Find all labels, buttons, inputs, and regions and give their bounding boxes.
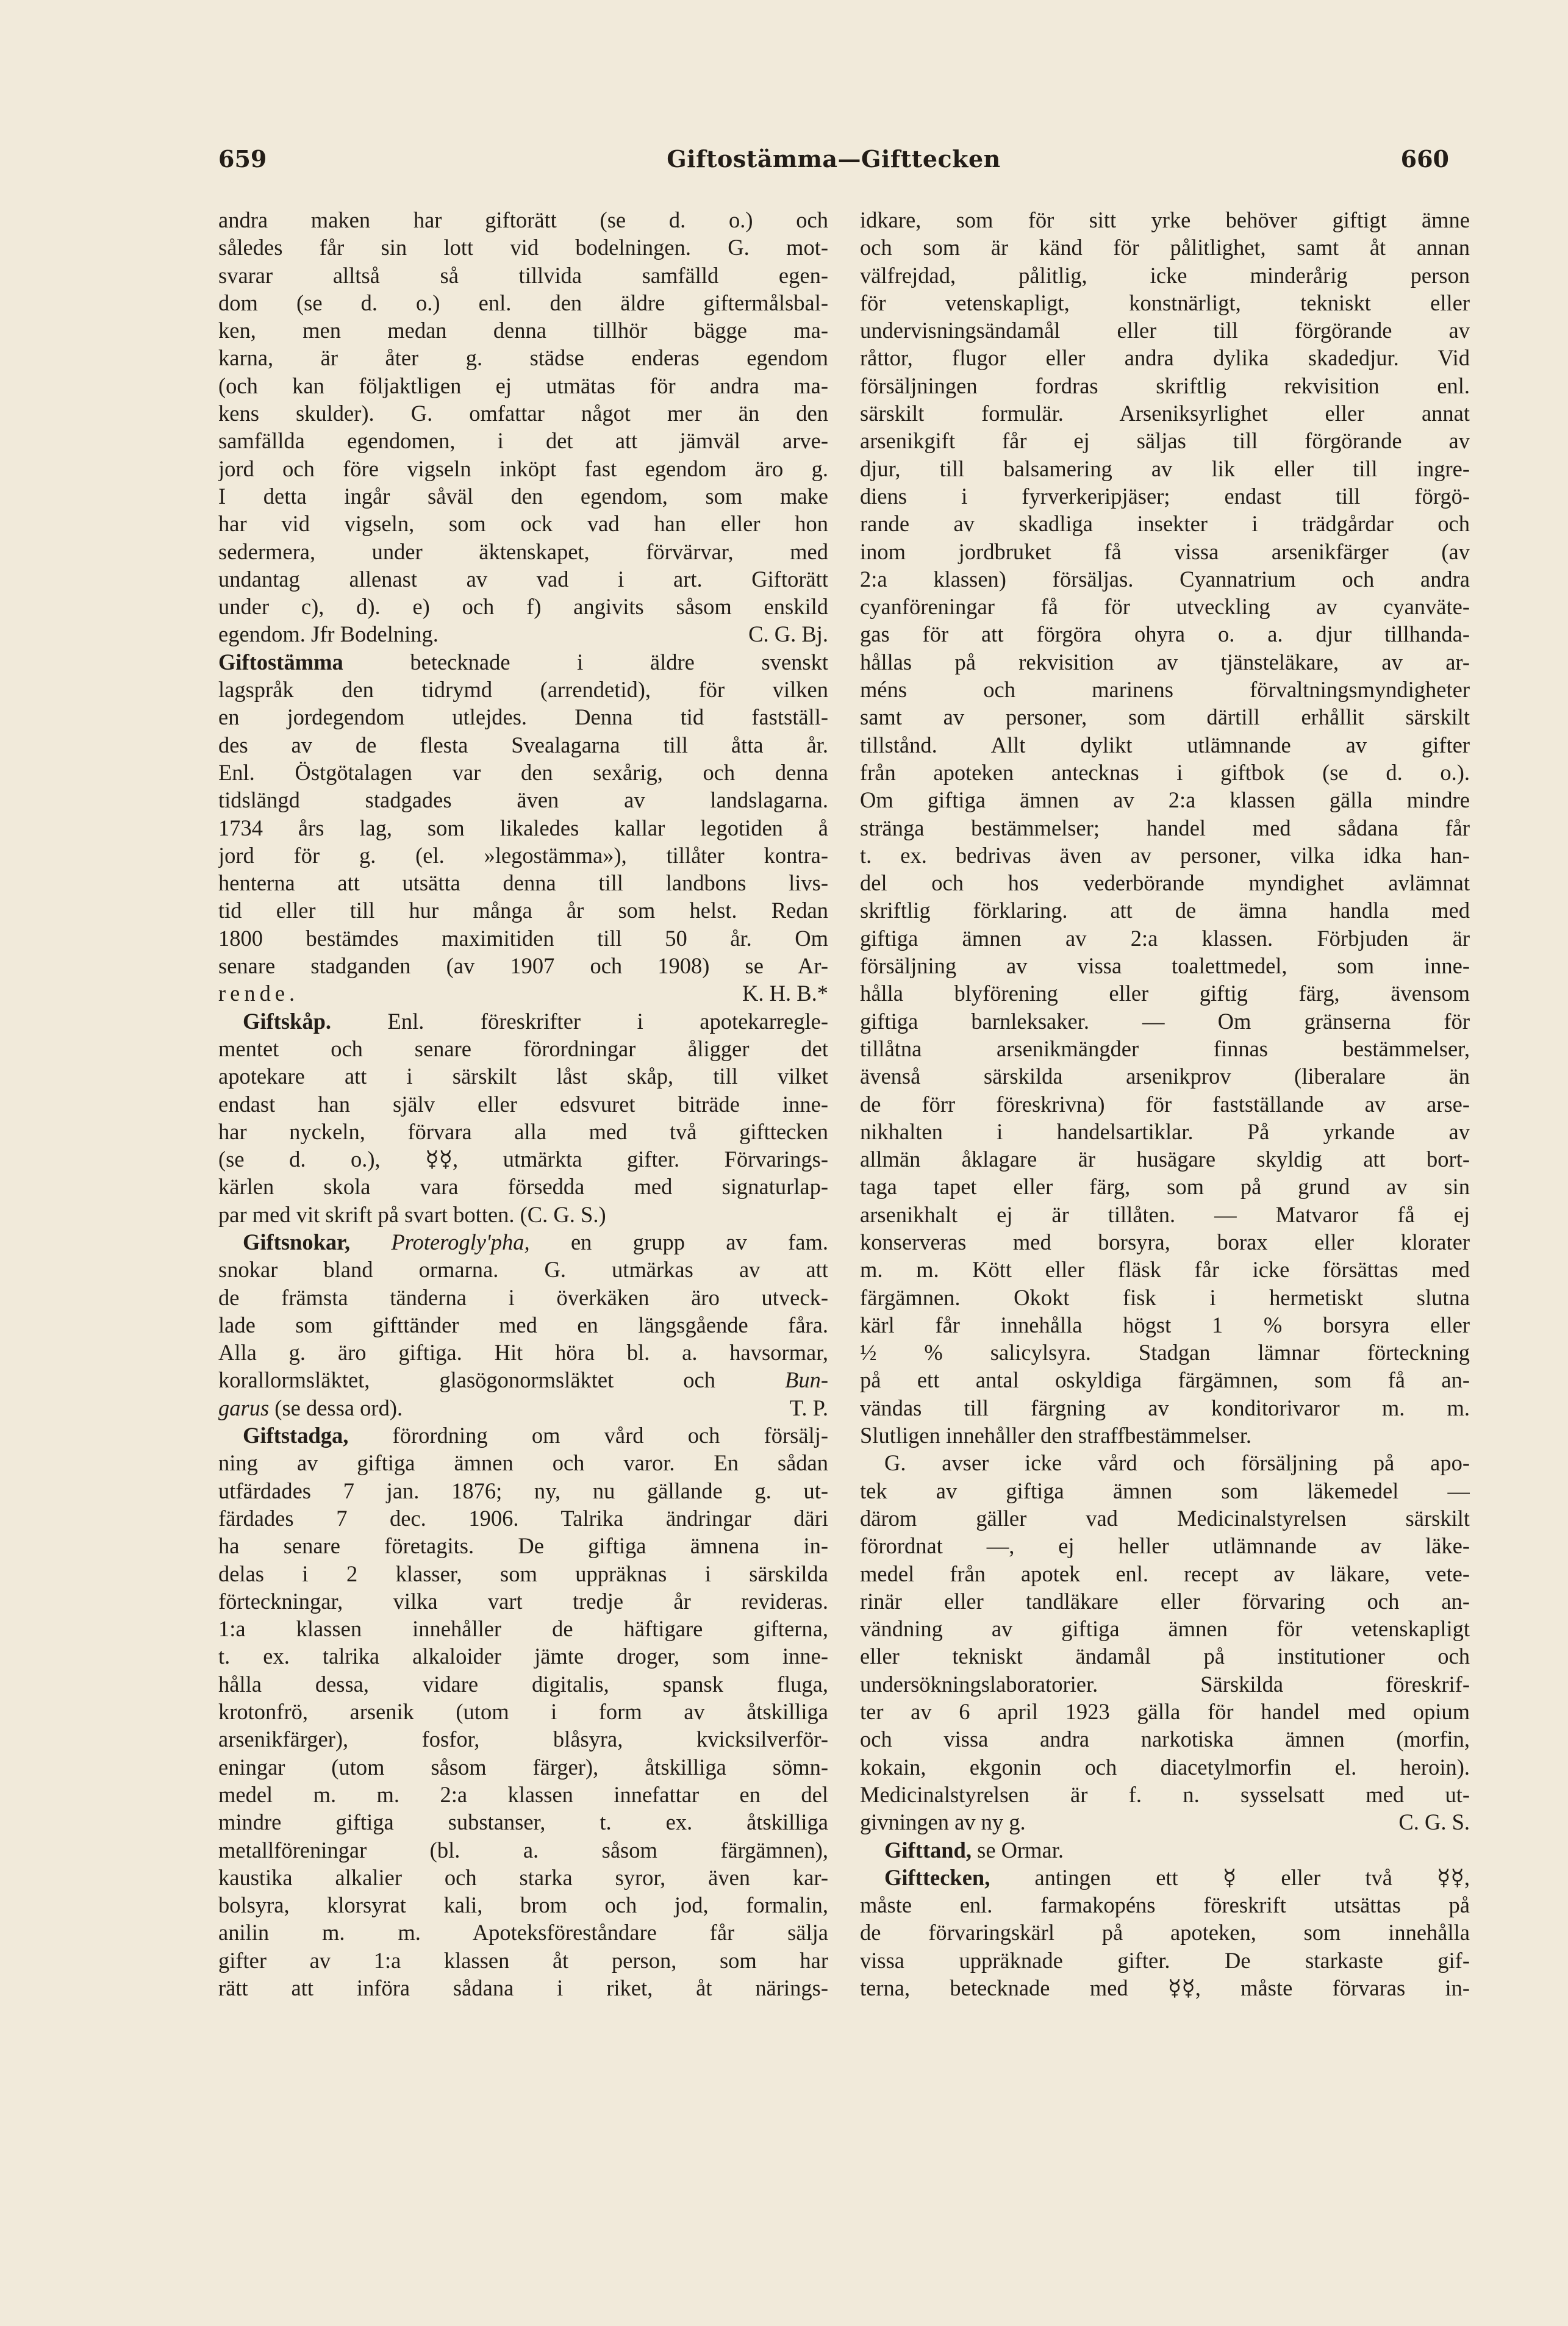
text-line: kens skulder). G. omfattar något mer än den <box>218 401 828 426</box>
text-line: har nyckeln, förvara alla med två gifttecken <box>218 1118 828 1144</box>
text-line <box>218 620 828 648</box>
page-header <box>218 145 1449 182</box>
text-line: tek av giftiga ämnen som läkemedel — <box>860 1478 1470 1503</box>
text-line: ning av giftiga ämnen och varor. En sådan <box>218 1450 828 1476</box>
text-line: från apoteken antecknas i giftbok (se d. o.). <box>860 759 1470 785</box>
line-text: egendom. Jfr Bodelning. <box>218 621 439 647</box>
entry-giftsnokar <box>218 1228 828 1256</box>
text-line: djur, till balsamering av lik eller till ingre- <box>860 456 1470 481</box>
text-line: delas i 2 klasser, som uppräknas i särskilda <box>218 1561 828 1586</box>
latin-name: Proteroglyʹpha, <box>391 1229 530 1254</box>
text-line: förordnat —, ej heller utlämnande av läke- <box>860 1533 1470 1559</box>
text-line: ha senare företagits. De giftiga ämnena in- <box>218 1533 828 1559</box>
headword: Giftstadga, <box>243 1423 349 1448</box>
text-line: på ett antal oskyldiga färgämnen, som få an- <box>860 1367 1470 1393</box>
text-line: endast han själv eller edsvuret biträde inne- <box>218 1091 828 1117</box>
text-line: idkare, som för sitt yrke behöver giftigt ämne <box>860 207 1470 232</box>
text-line: utfärdades 7 jan. 1876; ny, nu gällande g. ut- <box>218 1478 828 1503</box>
text-line: vändas till färgning av konditorivaror m. m. <box>860 1395 1470 1420</box>
text-line: senare stadganden (av 1907 och 1908) se Ar- <box>218 953 828 979</box>
text-line: Slutligen innehåller den straffbestämmelser. <box>860 1423 1251 1448</box>
text-line: anilin m. m. Apoteksföreståndare får sälja <box>218 1920 828 1945</box>
text-line: mindre giftiga substanser, t. ex. åtskilliga <box>218 1809 828 1835</box>
text-line: skriftlig förklaring. att de ämna handla med <box>860 898 1470 923</box>
text-line: nikhalten i handelsartiklar. På yrkande av <box>860 1118 1470 1144</box>
text-line: Medicinalstyrelsen är f. n. sysselsatt med ut- <box>860 1781 1470 1807</box>
text-line: har vid vigseln, som ock vad han eller hon <box>218 511 828 537</box>
text-line: metallföreningar (bl. a. såsom färgämnen), <box>218 1837 828 1863</box>
text-line: Om giftiga ämnen av 2:a klassen gälla mindre <box>860 787 1470 813</box>
line-text: betecknade i äldre svenskt <box>343 649 828 675</box>
entry-gifttecken <box>860 1864 1470 1891</box>
headword: Giftskåp. <box>243 1008 332 1034</box>
text-line: terna, betecknade med ☿☿, måste förvaras in- <box>860 1975 1470 2000</box>
text-line: par med vit skrift på svart botten. (C. G. S.) <box>218 1201 606 1227</box>
entry-giftskap <box>218 1007 828 1035</box>
text-line: andra maken har giftorätt (se d. o.) och <box>218 207 828 232</box>
text-line: Enl. Östgötalagen var den sexårig, och denna <box>218 759 828 785</box>
entry-gifttand <box>860 1836 1470 1864</box>
line-text: antingen ett ☿ eller två ☿☿, <box>990 1864 1470 1890</box>
text-line: 2:a klassen) försäljas. Cyannatrium och andra <box>860 566 1470 592</box>
right-column <box>860 206 1470 2002</box>
text-line <box>218 1394 828 1422</box>
text-line: lagspråk den tidrymd (arrendetid), för vilken <box>218 677 828 703</box>
text-line: (och kan följaktligen ej utmätas för andra ma- <box>218 373 828 398</box>
text-line: kärl får innehålla högst 1 % borsyra eller <box>860 1312 1470 1337</box>
text-line: t. ex. talrika alkaloider jämte droger, som inne- <box>218 1644 828 1669</box>
running-title: Giftostämma—Gifttecken <box>667 145 1001 173</box>
author-signature: K. H. B.* <box>742 981 828 1006</box>
text-line: således får sin lott vid bodelningen. G. mot- <box>218 235 828 260</box>
line-text: (se dessa ord). <box>269 1395 403 1420</box>
text-line <box>218 1366 828 1394</box>
text-line: arsenikhalt ej är tillåten. — Matvaror få ej <box>860 1201 1470 1227</box>
text-line: diens i fyrverkeripjäser; endast till förgö- <box>860 483 1470 509</box>
text-line: hålla dessa, vidare digitalis, spansk fluga, <box>218 1671 828 1697</box>
text-line: del och hos vederbörande myndighet avlämnat <box>860 870 1470 896</box>
text-line: förteckningar, vilka vart tredje år revideras. <box>218 1588 828 1614</box>
text-line: undantag allenast av vad i art. Giftorätt <box>218 566 828 592</box>
entry-giftostamma <box>218 648 828 676</box>
text-line: konserveras med borsyra, borax eller klorater <box>860 1229 1470 1254</box>
text-line: färdades 7 dec. 1906. Talrika ändringar däri <box>218 1505 828 1531</box>
text-line: mentet och senare förordningar åligger det <box>218 1036 828 1061</box>
text-line: ken, men medan denna tillhör bägge ma- <box>218 318 828 343</box>
text-line: medel m. m. 2:a klassen innefattar en del <box>218 1781 828 1807</box>
line-text: en grupp av fam. <box>529 1229 828 1254</box>
text-line: de förvaringskärl på apoteken, som innehålla <box>860 1920 1470 1945</box>
text-line: rinär eller tandläkare eller förvaring och an- <box>860 1588 1470 1614</box>
text-line: arsenikgift får ej säljas till förgörande av <box>860 428 1470 454</box>
entry-giftstadga <box>218 1422 828 1449</box>
text-line: tidslängd stadgades även av landslagarna. <box>218 787 828 813</box>
text-line: de främsta tänderna i överkäken äro utveck- <box>218 1284 828 1310</box>
text-line: giftiga barnleksaker. — Om gränserna för <box>860 1008 1470 1034</box>
text-line <box>860 1808 1470 1836</box>
text-line: försäljningen fordras skriftlig rekvisition enl. <box>860 373 1470 398</box>
text-line: tillåtna arsenikmängder finnas bestämmelser, <box>860 1036 1470 1061</box>
text-line: stränga bestämmelser; handel med sådana får <box>860 815 1470 840</box>
text-line: hållas på rekvisition av tjänsteläkare, av ar- <box>860 649 1470 675</box>
text-line: svarar alltså så tillvida samfälld egen- <box>218 262 828 288</box>
text-line: giftiga ämnen av 2:a klassen. Förbjuden är <box>860 925 1470 951</box>
text-line: méns och marinens förvaltningsmyndigheter <box>860 677 1470 703</box>
text-line: medel från apotek enl. recept av läkare, vete- <box>860 1561 1470 1586</box>
text-line: vissa uppräknade gifter. De starkaste gif- <box>860 1947 1470 1973</box>
text-line: kärlen skola vara försedda med signaturlap- <box>218 1174 828 1200</box>
text-line: Alla g. äro giftiga. Hit höra bl. a. havsormar, <box>218 1340 828 1365</box>
text-line: 1:a klassen innehåller de häftigare gifterna, <box>218 1616 828 1642</box>
text-line: under c), d). e) och f) angivits såsom enskild <box>218 594 828 620</box>
text-line: rätt att införa sådana i riket, åt närings- <box>218 1975 828 2000</box>
text-line: des av de flesta Svealagarna till åtta år. <box>218 732 828 757</box>
left-column <box>218 206 828 2002</box>
text-line: för vetenskapligt, konstnärligt, tekniskt eller <box>860 290 1470 315</box>
text-line: lade som gifttänder med en längsgående fåra. <box>218 1312 828 1337</box>
author-signature: C. G. S. <box>1398 1809 1470 1835</box>
latin-name: Bun- <box>785 1367 828 1393</box>
text-line: försäljning av vissa toalettmedel, som inne- <box>860 953 1470 979</box>
text-line: taga tapet eller färg, som på grund av sin <box>860 1174 1470 1200</box>
text-line: dom (se d. o.) enl. den äldre giftermålsbal- <box>218 290 828 315</box>
text-line: ävenså särskilda arsenikprov (liberalare än <box>860 1064 1470 1089</box>
text-line: arsenikfärger), fosfor, blåsyra, kvicksilverför- <box>218 1727 828 1752</box>
text-line: 1734 års lag, som likaledes kallar legotiden å <box>218 815 828 840</box>
text-line: en jordegendom utlejdes. Denna tid fastställ- <box>218 704 828 730</box>
latin-name: garus <box>218 1395 270 1420</box>
text-line: krotonfrö, arsenik (utom i form av åtskilliga <box>218 1699 828 1725</box>
text-line: gas för att förgöra ohyra o. a. djur tillhanda- <box>860 621 1470 647</box>
line-text: förordning om vård och försälj- <box>348 1423 828 1448</box>
text-line: snokar bland ormarna. G. utmärkas av att <box>218 1257 828 1283</box>
line-text: korallormsläktet, glasögonormsläktet och <box>218 1367 786 1393</box>
text-line: därom gäller vad Medicinalstyrelsen särskilt <box>860 1505 1470 1531</box>
headword: Giftostämma <box>218 649 343 675</box>
text-line: undersökningslaboratorier. Särskilda föreskrif- <box>860 1671 1470 1697</box>
text-line: G. avser icke vård och försäljning på apo- <box>884 1450 1470 1476</box>
text-line: inom jordbruket få vissa arsenikfärger (av <box>860 539 1470 564</box>
text-line: ter av 6 april 1923 gälla för handel med opium <box>860 1699 1470 1725</box>
text-line: vändning av giftiga ämnen för vetenskapligt <box>860 1616 1470 1642</box>
text-line: jord och före vigseln inköpt fast egendom äro g. <box>218 456 828 481</box>
headword: Gifttand, <box>884 1837 972 1863</box>
text-line: särskilt formulär. Arseniksyrlighet eller annat <box>860 401 1470 426</box>
text-line: ½ % salicylsyra. Stadgan lämnar förteckning <box>860 1340 1470 1365</box>
text-line: eningar (utom såsom färger), åtskilliga sömn- <box>218 1754 828 1780</box>
text-line: (se d. o.), ☿☿, utmärkta gifter. Förvarings- <box>218 1147 828 1172</box>
text-line: och vissa andra narkotiska ämnen (morfin, <box>860 1727 1470 1752</box>
text-line: färgämnen. Okokt fisk i hermetiskt slutna <box>860 1284 1470 1310</box>
text-line: samt av personer, som därtill erhållit särskilt <box>860 704 1470 730</box>
right-page-number: 660 <box>1400 145 1449 173</box>
text-line: undervisningsändamål eller till förgörande av <box>860 318 1470 343</box>
line-text: rende. <box>218 981 299 1006</box>
line-text: se Ormar. <box>971 1837 1064 1863</box>
text-line: eller tekniskt ändamål på institutioner och <box>860 1644 1470 1669</box>
text-line: tillstånd. Allt dylikt utlämnande av gifter <box>860 732 1470 757</box>
line-text: Enl. föreskrifter i apotekarregle- <box>331 1008 828 1034</box>
text-line: cyanföreningar få för utveckling av cyanväte- <box>860 594 1470 620</box>
text-line: hålla blyförening eller giftig färg, ävensom <box>860 981 1470 1006</box>
text-line: kaustika alkalier och starka syror, även kar- <box>218 1864 828 1890</box>
text-line: tid eller till hur många år som helst. Redan <box>218 898 828 923</box>
text-line: måste enl. farmakopéns föreskrift utsättas på <box>860 1892 1470 1918</box>
text-line: allmän åklagare är husägare skyldig att bort- <box>860 1147 1470 1172</box>
text-line: och som är känd för pålitlighet, samt åt annan <box>860 235 1470 260</box>
text-line: gifter av 1:a klassen åt person, som har <box>218 1947 828 1973</box>
text-line: bolsyra, klorsyrat kali, brom och jod, formalin, <box>218 1892 828 1918</box>
text-line: de förr föreskrivna) för fastställande av arse- <box>860 1091 1470 1117</box>
author-signature: T. P. <box>789 1395 828 1420</box>
headword: Giftsnokar, <box>243 1229 351 1254</box>
text-line: rande av skadliga insekter i trädgårdar och <box>860 511 1470 537</box>
text-line: välfrejdad, pålitlig, icke minderårig person <box>860 262 1470 288</box>
left-page-number: 659 <box>218 145 267 173</box>
text-line: råttor, flugor eller andra dylika skadedjur. Vid <box>860 345 1470 371</box>
text-line: t. ex. bedrivas även av personer, vilka idka han- <box>860 842 1470 868</box>
text-line: 1800 bestämdes maximitiden till 50 år. Om <box>218 925 828 951</box>
text-line <box>218 979 828 1007</box>
text-line: apotekare att i särskilt låst skåp, till vilket <box>218 1064 828 1089</box>
text-line: henterna att utsätta denna till landbons livs- <box>218 870 828 896</box>
text-line: samfällda egendomen, i det att jämväl arve- <box>218 428 828 454</box>
text-line: jord för g. (el. »legostämma»), tillåter kontra- <box>218 842 828 868</box>
text-line: kokain, ekgonin och diacetylmorfin el. heroin). <box>860 1754 1470 1780</box>
text-line: I detta ingår såväl den egendom, som make <box>218 483 828 509</box>
line-text: givningen av ny g. <box>860 1809 1026 1835</box>
author-signature: C. G. Bj. <box>748 621 828 647</box>
text-line: karna, är åter g. städse enderas egendom <box>218 345 828 371</box>
text-line: m. m. Kött eller fläsk får icke försättas med <box>860 1257 1470 1283</box>
text-line: sedermera, under äktenskapet, förvärvar, med <box>218 539 828 564</box>
headword: Gifttecken, <box>884 1864 990 1890</box>
